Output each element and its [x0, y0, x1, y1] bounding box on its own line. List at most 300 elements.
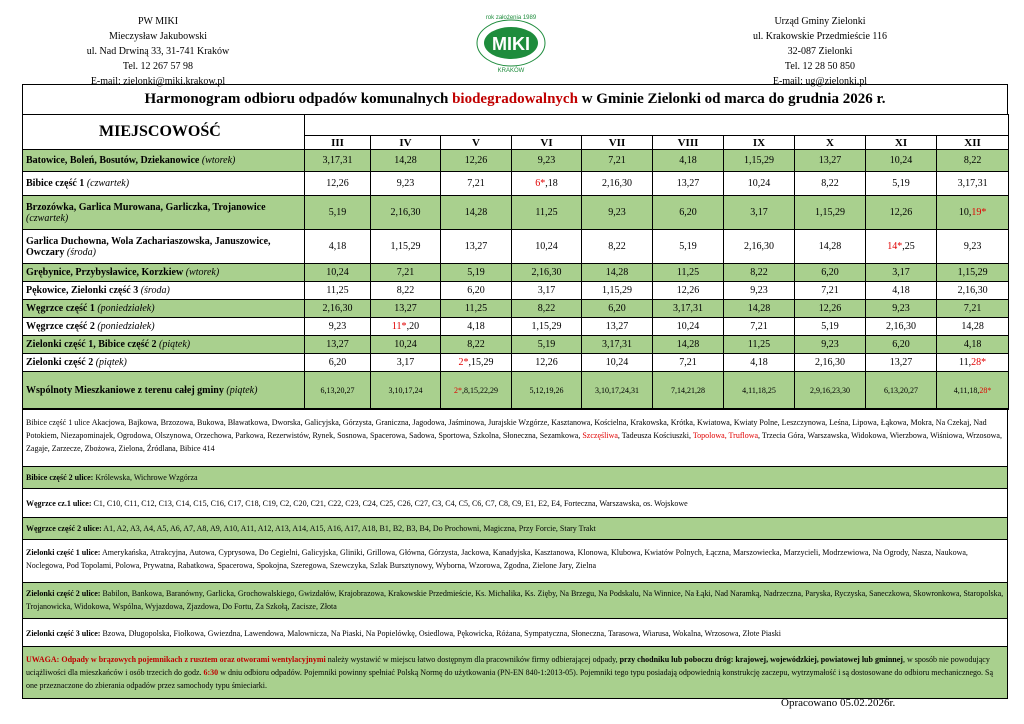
pickup-date: 18	[474, 321, 485, 332]
note-bibice-1-red2: Topolowa, Truflowa	[692, 431, 759, 440]
pickup-date: 30	[551, 267, 562, 278]
date-cell: 2,16,30	[371, 196, 441, 230]
date-cell: 5,19	[795, 318, 866, 336]
pickup-date: 24	[618, 357, 629, 368]
pickup-date: 25	[767, 386, 776, 395]
pickup-date: 29	[490, 386, 498, 395]
date-cell: 1,15,29	[582, 282, 653, 300]
date-cell: 6,20	[653, 196, 724, 230]
pickup-date: 23	[971, 241, 982, 252]
location-cell	[23, 318, 305, 336]
pickup-date: 24	[689, 321, 700, 332]
date-cell: 6,20	[795, 264, 866, 282]
date-cell: 3,10,17,24,31	[582, 372, 653, 410]
pickup-date: 23	[757, 285, 768, 296]
pickup-date: 1	[602, 285, 607, 296]
date-cell: 7,21	[937, 300, 1009, 318]
pickup-date: 7	[963, 303, 969, 314]
pickup-date: 13	[326, 386, 335, 395]
date-cell: 4,18	[305, 230, 371, 264]
office-address: ul. Krakowskie Przedmieście 116	[752, 31, 888, 42]
pickup-date: 4	[963, 339, 969, 350]
pickup-date: 26	[547, 357, 558, 368]
pickup-date: 14*	[887, 241, 903, 252]
pickup-date: 18	[686, 155, 697, 166]
date-cell: 7,21	[371, 264, 441, 282]
pickup-date: 26	[902, 207, 913, 218]
note-zielonki-3-label: Zielonki część 3 ulice:	[26, 629, 101, 638]
date-cell: 2,16,30	[305, 300, 371, 318]
uwaga-time: 6:30	[203, 668, 219, 677]
pickup-date: 2	[744, 241, 749, 252]
pickup-date: 7	[396, 267, 402, 278]
note-bibice-1-red1: Szczęśliwa	[582, 431, 618, 440]
date-cell: 8,22	[512, 300, 582, 318]
date-cell: 2,16,30	[937, 282, 1009, 300]
note-bibice-1-text: Akacjowa, Bajkowa, Brzozowa, Bukowa, Bławatkowa, Dworska, Galicyjska, Górzysta, Graniczna, Jagodowa, Jaśminowa, Jurajskie Wzgórze, Kasztanowa, Kościelna, Krakowska, Krótka, Kwiatowa, Kwiaty Polne, Leszczynowa, Leśna, Lipowa, Łąkowa, Mokra, Na Czekaj, Nad Potokiem, Niezapominajek, Ogrodowa, Olszynowa, Orzechowa, Parkowa, Rezerwistów, Rynek, Sosnowa, Spacerowa, Sadowa, Sportowa, Szkolna, Słoneczna, Sezamkowa,	[26, 418, 987, 440]
pickup-date: 17	[404, 357, 415, 368]
pickup-date: 20	[899, 339, 910, 350]
pickup-date: 9	[750, 285, 756, 296]
pickup-date: 23	[615, 207, 626, 218]
pickup-date: 3	[957, 178, 963, 189]
note-zielonki-2-label: Zielonki część 2 ulice:	[26, 589, 101, 598]
pickup-date: 5	[467, 267, 473, 278]
company-address: ul. Nad Drwiną 33, 31-741 Kraków	[86, 46, 230, 57]
pickup-date: 21	[828, 285, 839, 296]
pickup-date: 2	[957, 285, 963, 296]
table-row	[23, 264, 1009, 282]
pickup-date: 30	[835, 357, 845, 368]
pickup-date: 27	[346, 386, 355, 395]
pickup-date: 4	[953, 386, 958, 395]
pickup-date: 13	[394, 303, 405, 314]
table-row	[23, 282, 1009, 300]
date-cell: 13,27	[582, 318, 653, 336]
pickup-date: 6	[467, 285, 473, 296]
pickup-date: 21	[474, 178, 485, 189]
pickup-date: 28	[760, 303, 771, 314]
pickup-date: 5	[679, 241, 685, 252]
pickup-date: 18	[547, 178, 558, 189]
pickup-date: 16	[609, 178, 620, 189]
pickup-date: 12	[326, 178, 337, 189]
date-cell: 12,26	[866, 196, 937, 230]
date-cell: 2*,8,15,22,29	[441, 372, 512, 410]
pickup-date: 8	[396, 285, 402, 296]
table-row	[23, 230, 1009, 264]
logo-bottom-text: KRAKÓW	[497, 68, 525, 74]
date-cell: 5,19	[441, 264, 512, 282]
date-cell: 6*,18	[512, 172, 582, 196]
pickup-date: 9	[396, 178, 402, 189]
pickup-date: 20	[686, 207, 697, 218]
pickup-date: 12	[676, 285, 687, 296]
month-header: VIII	[653, 136, 724, 150]
location-cell	[23, 172, 305, 196]
date-cell: 8,22	[582, 230, 653, 264]
pickup-date: 30	[842, 386, 850, 395]
pickup-date: 28*	[971, 357, 987, 368]
pickup-date: 14	[961, 321, 972, 332]
office-phone: Tel. 12 28 50 850	[784, 61, 856, 72]
pickup-date: 17	[404, 386, 413, 395]
pickup-date: 27	[689, 178, 700, 189]
company-owner: Mieczysław Jakubowski	[108, 31, 208, 42]
pickup-date: 16	[330, 303, 340, 314]
pickup-date: 29	[977, 267, 988, 278]
prepared-date: Opracowano 05.02.2026r.	[781, 697, 896, 709]
pickup-date: 7	[467, 178, 473, 189]
office-city: 32-087 Zielonki	[787, 46, 853, 57]
pickup-date: 4	[328, 241, 334, 252]
pickup-date: 22	[480, 386, 488, 395]
pickup-date: 5	[328, 207, 334, 218]
pickup-date: 29	[764, 155, 774, 166]
date-cell: 2*,15,29	[441, 354, 512, 372]
date-cell: 7,21	[724, 318, 795, 336]
pickup-date: 14	[677, 386, 685, 395]
pickup-date: 25	[338, 285, 349, 296]
pickup-date: 5	[821, 321, 827, 332]
pickup-date: 11	[535, 207, 546, 218]
table-row	[23, 196, 1009, 230]
pickup-date: 24	[902, 155, 913, 166]
pickup-date: 8	[750, 267, 756, 278]
pickup-day: (środa)	[64, 246, 96, 258]
pickup-date: 1	[815, 207, 820, 218]
pickup-date: 20	[409, 321, 420, 332]
table-row	[23, 372, 1009, 410]
page-title	[22, 84, 1008, 114]
location-cell	[23, 372, 305, 410]
location-cell	[23, 300, 305, 318]
table-row	[23, 300, 1009, 318]
pickup-date: 29	[622, 285, 632, 296]
pickup-date: 30	[410, 207, 421, 218]
pickup-date: 31	[622, 339, 632, 350]
pickup-date: 22	[404, 285, 415, 296]
note-bibice-1	[23, 408, 1007, 466]
pickup-date: 12	[535, 357, 546, 368]
pickup-date: 24	[406, 339, 417, 350]
location-name: Węgrzce część 1	[26, 303, 95, 314]
pickup-date: 23	[336, 321, 347, 332]
pickup-date: 25	[760, 339, 771, 350]
pickup-date: 28	[689, 339, 700, 350]
date-cell: 6,20	[866, 336, 937, 354]
note-wegrzce-2-label: Węgrzce część 2 ulice:	[26, 524, 102, 533]
date-cell: 3,17,31	[305, 150, 371, 172]
uwaga-bold-1: przy chodniku lub poboczu dróg: krajowej, wojewódzkiej, powiatowej lub gminnej	[619, 655, 903, 664]
date-cell: 11,25	[724, 336, 795, 354]
location-cell	[23, 354, 305, 372]
uwaga-text-2: , w sposób nie powodujący uciążliwości dla mieszkańców i osób trzecich do godz.	[26, 655, 990, 677]
date-cell: 9,23	[937, 230, 1009, 264]
pickup-date: 30	[906, 321, 916, 332]
pickup-date: 14	[605, 267, 616, 278]
pickup-date: 20	[615, 303, 626, 314]
date-cell: 14*,25	[866, 230, 937, 264]
pickup-date: 25	[689, 267, 700, 278]
pickup-date: 27	[910, 386, 918, 395]
pickup-date: 19	[545, 386, 554, 395]
date-cell: 11,25	[441, 300, 512, 318]
logo-name: MIKI	[492, 34, 530, 54]
pickup-date: 21	[615, 155, 626, 166]
pickup-date: 17	[611, 386, 619, 395]
date-cell: 6,13,20,27	[305, 372, 371, 410]
location-cell	[23, 336, 305, 354]
pickup-date: 13	[889, 357, 900, 368]
pickup-date: 27	[618, 321, 629, 332]
pickup-date: 31	[342, 155, 353, 166]
pickup-date: 6	[821, 267, 827, 278]
pickup-date: 5	[529, 386, 534, 395]
pickup-date: 28	[697, 386, 705, 395]
pickup-date: 6	[679, 207, 685, 218]
pickup-date: 19	[336, 207, 347, 218]
date-cell: 11,25	[305, 282, 371, 300]
pickup-date: 15	[609, 285, 620, 296]
pickup-date: 28*	[979, 386, 992, 395]
pickup-date: 7	[671, 386, 675, 395]
location-name: Węgrzce część 2	[26, 321, 95, 332]
pickup-date: 6	[884, 386, 888, 395]
date-cell: 12,26	[512, 354, 582, 372]
pickup-date: 7	[750, 321, 756, 332]
header-spacer	[305, 115, 1009, 136]
pickup-date: 25	[477, 303, 488, 314]
pickup-date: 16	[751, 241, 762, 252]
pickup-date: 10	[747, 178, 758, 189]
pickup-date: 6	[320, 386, 325, 395]
date-cell: 14,28	[582, 264, 653, 282]
pickup-date: 24	[338, 267, 349, 278]
pickup-date: 24	[621, 386, 629, 395]
date-cell: 6,13,20,27	[866, 372, 937, 410]
note-bibice-1-label: Bibice część 1 ulice	[26, 418, 90, 427]
pickup-date: 13	[326, 339, 337, 350]
date-cell: 2,16,30	[724, 230, 795, 264]
date-cell: 13,27	[653, 172, 724, 196]
pickup-date: 3	[396, 357, 402, 368]
pickup-date: 8	[467, 339, 473, 350]
date-cell: 4,18	[724, 354, 795, 372]
pickup-date: 2*	[458, 357, 469, 368]
note-bibice-2	[23, 466, 1007, 488]
pickup-date: 25	[904, 241, 915, 252]
title-highlight: biodegradowalnych	[452, 91, 578, 107]
date-cell: 14,28	[937, 318, 1009, 336]
pickup-day: (czwartek)	[84, 178, 130, 189]
date-cell: 10,24	[582, 354, 653, 372]
note-zielonki-3-text: Bzowa, Długopolska, Fiołkowa, Gwiezdna, Lawendowa, Malownicza, Na Piaski, Na Popielówkę, Osiedlowa, Pękowicka, Różana, Sympatyczna, Słoneczna, Tarasowa, Wiarusa, Wokalna, Wrzosowa, Złote Piaski	[100, 629, 781, 638]
pickup-date: 23	[545, 155, 556, 166]
note-wegrzce-1-label: Węgrzce cz.1 ulice:	[26, 499, 92, 508]
pickup-day: (poniedziałek)	[94, 321, 155, 332]
pickup-day: (poniedziałek)	[94, 303, 155, 314]
pickup-date: 20	[474, 285, 485, 296]
pickup-date: 27	[477, 241, 488, 252]
pickup-date: 9	[963, 241, 969, 252]
pickup-date: 23	[404, 178, 415, 189]
date-cell: 4,18	[937, 336, 1009, 354]
pickup-date: 2*	[454, 386, 462, 395]
pickup-date: 17	[899, 267, 910, 278]
pickup-date: 27	[831, 155, 842, 166]
pickup-date: 14	[818, 241, 829, 252]
date-cell: 8,22	[937, 150, 1009, 172]
pickup-date: 9	[537, 155, 543, 166]
note-zielonki-2-text: Babilon, Bankowa, Baranówny, Garlicka, Grochowalskiego, Gwizdałów, Krajobrazowa, Krakowskie Przedmieście, Ks. Michalika, Ks. Zięby, Na Brzegu, Na Podskalu, Na Winnice, Na Łąki, Nad Naramką, Nadrzeczna, Paryska, Ryczyska, Saneczkowa, Skowronkowa, Staropolska, Trojanowicka, Widokowa, Wspólna, Wyjazdowa, Zjazdowa, Do Fortu, Za Szkołą, Zacisze, Złota	[26, 589, 1004, 611]
pickup-date: 4	[679, 155, 685, 166]
note-zielonki-2	[23, 582, 1007, 618]
pickup-date: 16	[398, 207, 408, 218]
pickup-date: 2	[390, 207, 396, 218]
title-part1: Harmonogram odbioru odpadów komunalnych	[144, 91, 449, 107]
pickup-date: 2	[815, 357, 820, 368]
date-cell: 2,9,16,23,30	[795, 372, 866, 410]
pickup-date: 7	[821, 285, 827, 296]
location-cell	[23, 282, 305, 300]
company-name: PW MIKI	[137, 16, 179, 27]
date-cell: 7,21	[582, 150, 653, 172]
pickup-date: 11	[326, 285, 337, 296]
uwaga-text-1: należy wystawić w miejscu łatwo dostępnym dla pracowników firmy odbierającej odpady,	[325, 655, 620, 664]
date-cell: 9,23	[866, 300, 937, 318]
pickup-date: 18	[899, 285, 910, 296]
date-cell: 10,24	[371, 336, 441, 354]
pickup-date: 19	[686, 241, 697, 252]
pickup-date: 10	[326, 267, 337, 278]
pickup-date: 21	[757, 321, 768, 332]
pickup-date: 10	[601, 386, 609, 395]
pickup-date: 1	[744, 155, 749, 166]
pickup-date: 23	[828, 339, 839, 350]
pickup-date: 27	[902, 357, 913, 368]
date-cell: 7,14,21,28	[653, 372, 724, 410]
pickup-date: 13	[890, 386, 898, 395]
pickup-date: 10	[889, 155, 900, 166]
pickup-date: 28	[831, 241, 842, 252]
pickup-date: 4	[750, 357, 756, 368]
pickup-date: 9	[608, 207, 614, 218]
location-name: Zielonki część 1, Bibice część 2	[26, 339, 157, 350]
pickup-date: 10	[394, 339, 405, 350]
date-cell: 4,18	[441, 318, 512, 336]
pickup-date: 30	[977, 285, 988, 296]
location-name: Bibice część 1	[26, 178, 85, 189]
pickup-date: 11*	[391, 321, 407, 332]
location-cell	[23, 230, 305, 264]
date-cell: 5,19	[653, 230, 724, 264]
pickup-date: 17	[965, 178, 976, 189]
month-header: III	[305, 136, 371, 150]
date-cell: 2,16,30	[795, 354, 866, 372]
office-name: Urząd Gminy Zielonki	[774, 16, 866, 27]
pickup-date: 4	[742, 386, 747, 395]
pickup-date: 15	[398, 241, 408, 252]
pickup-date: 21	[404, 267, 415, 278]
date-cell: 3,17,31	[582, 336, 653, 354]
uwaga-red: Odpady w brązowych pojemnikach z rusztem oraz otworami wentylacyjnymi	[59, 655, 326, 664]
month-header: VII	[582, 136, 653, 150]
pickup-date: 21	[971, 303, 982, 314]
pickup-date: 19*	[971, 207, 987, 218]
table-row	[23, 318, 1009, 336]
pickup-date: 6	[328, 357, 334, 368]
date-cell: 5,12,19,26	[512, 372, 582, 410]
pickup-date: 30	[764, 241, 774, 252]
pickup-date: 2	[531, 267, 537, 278]
pickup-date: 7	[608, 155, 614, 166]
pickup-date: 1	[957, 267, 963, 278]
pickup-day: (wtorek)	[183, 267, 220, 278]
note-wegrzce-2-text: A1, A2, A3, A4, A5, A6, A7, A8, A9, A10, A11, A12, A13, A14, A15, A16, A17, A18, B1, B2, B3, B4, Do Prochowni, Magiczna, Przy Forcie, Stary Trakt	[101, 524, 596, 533]
location-name: Pękowice, Zielonki część 3	[26, 285, 139, 296]
date-cell: 14,28	[371, 150, 441, 172]
table-row	[23, 172, 1009, 196]
pickup-date: 17	[609, 339, 620, 350]
date-cell: 11,25	[512, 196, 582, 230]
logo-top-text: rok założenia 1989	[485, 15, 537, 21]
pickup-date: 17	[545, 285, 556, 296]
pickup-date: 6	[608, 303, 614, 314]
date-cell: 13,27	[441, 230, 512, 264]
pickup-date: 10	[394, 386, 403, 395]
date-cell: 7,21	[653, 354, 724, 372]
pickup-date: 13	[818, 155, 829, 166]
office-email: E-mail: ug@zielonki.pl	[772, 76, 868, 87]
date-cell: 7,21	[795, 282, 866, 300]
pickup-date: 29	[551, 321, 562, 332]
pickup-date: 7	[679, 357, 685, 368]
date-cell: 6,20	[441, 282, 512, 300]
pickup-date: 2	[602, 178, 607, 189]
date-cell: 14,28	[653, 336, 724, 354]
pickup-date: 14	[394, 155, 405, 166]
pickup-date: 24	[760, 178, 771, 189]
pickup-date: 9	[328, 321, 334, 332]
pickup-day: (piątek)	[223, 385, 258, 396]
location-name: Zielonki część 2	[26, 357, 94, 368]
note-zielonki-3	[23, 618, 1007, 646]
note-wegrzce-2	[23, 517, 1007, 539]
pickup-date: 16	[893, 321, 904, 332]
pickup-date: 19	[545, 339, 556, 350]
date-cell: 13,27	[305, 336, 371, 354]
date-cell: 12,26	[795, 300, 866, 318]
date-cell: 8,22	[795, 172, 866, 196]
pickup-date: 21	[687, 386, 695, 395]
date-cell: 10,24	[305, 264, 371, 282]
date-cell: 3,17	[724, 196, 795, 230]
note-wegrzce-1-text: C1, C10, C11, C12, C13, C14, C15, C16, C17, C18, C19, C2, C20, C21, C22, C23, C24, C25, C26, C27, C3, C4, C5, C6, C7, C8, C9, E1, E2, E4, Forteczna, Warszawska, os. Wojskowe	[91, 499, 688, 508]
date-cell: 2,16,30	[866, 318, 937, 336]
pickup-date: 13	[676, 178, 687, 189]
pickup-date: 5	[892, 178, 898, 189]
pickup-date: 28	[406, 155, 417, 166]
location-cell	[23, 196, 305, 230]
note-zielonki-1-label: Zielonki część 1 ulice:	[26, 548, 101, 557]
pickup-date: 22	[545, 303, 556, 314]
pickup-date: 8	[608, 241, 614, 252]
pickup-date: 8	[464, 386, 468, 395]
pickup-date: 12	[889, 207, 900, 218]
pickup-date: 20	[336, 357, 347, 368]
location-header: MIEJSCOWOŚĆ	[23, 115, 305, 150]
